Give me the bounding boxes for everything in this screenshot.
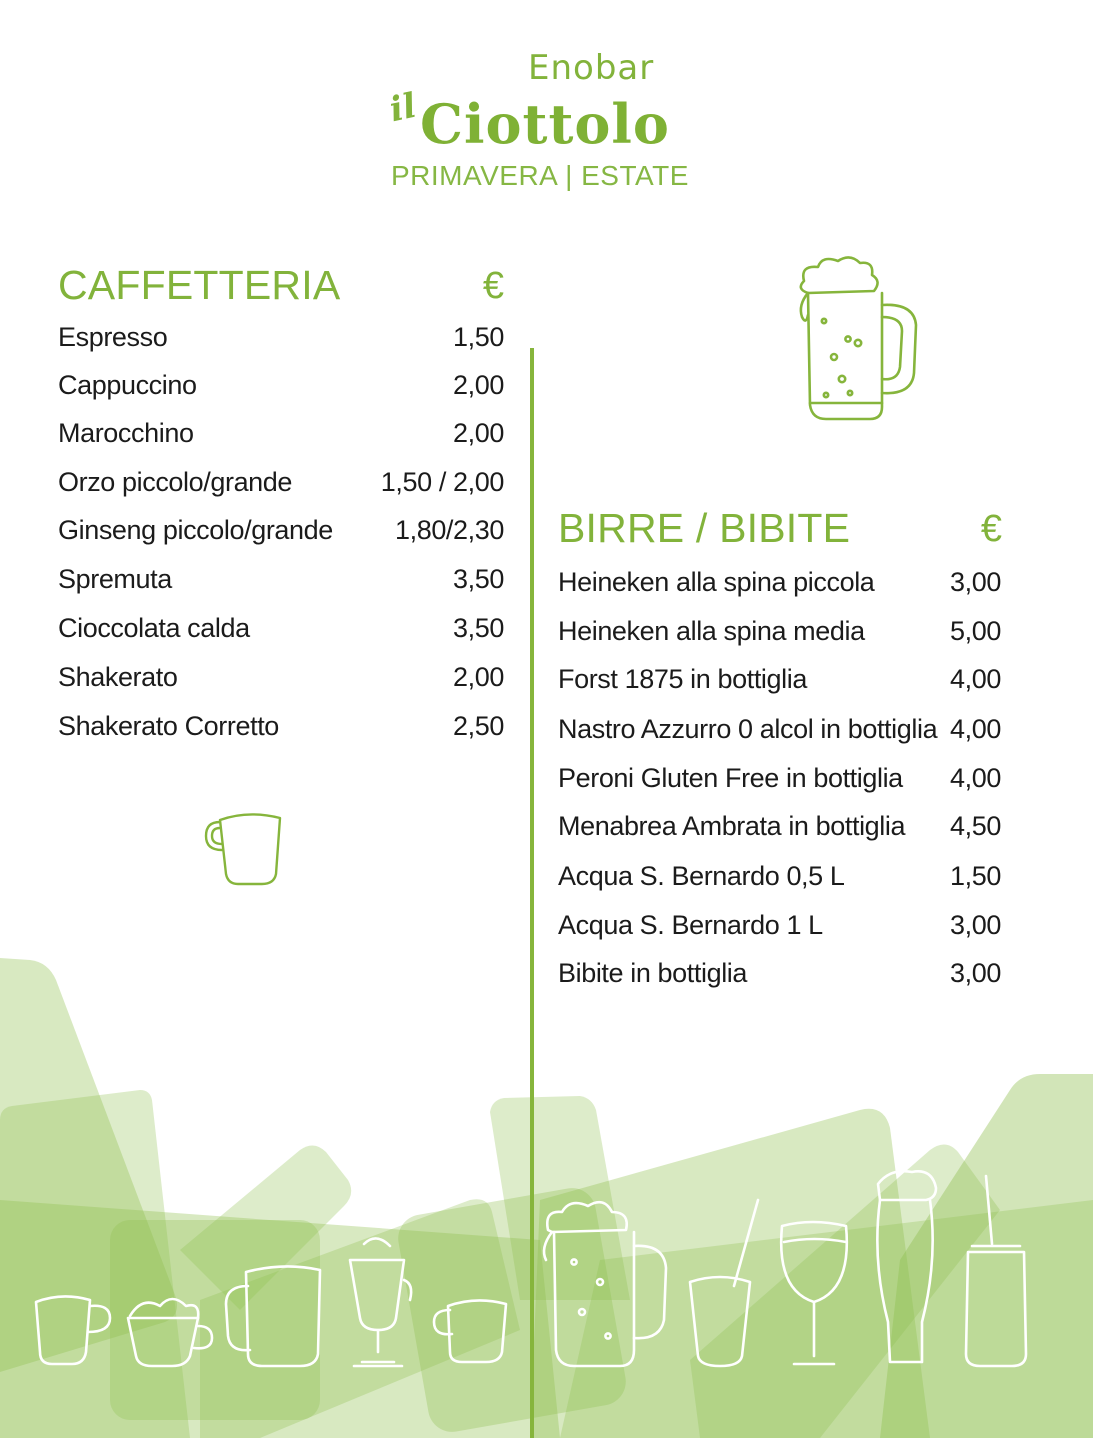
tumbler-straw-icon [690,1200,758,1366]
item-name: Shakerato [58,662,178,692]
item-price: 4,00 [950,714,1001,744]
item-price: 2,00 [453,662,504,692]
beer-mug-icon [544,1202,666,1366]
item-price: 1,50 [950,861,1001,891]
beer-glass-icon [877,1171,936,1362]
menu-item [558,861,1001,901]
item-name: Nastro Azzurro 0 alcol in bottiglia [558,714,938,744]
menu-item [558,910,1001,950]
item-name: Acqua S. Bernardo 1 L [558,910,823,940]
item-price: 3,50 [453,564,504,594]
item-price: 1,50 / 2,00 [380,467,504,497]
menu-item [558,567,1001,607]
menu-item [58,564,504,604]
menu-item [558,811,1001,851]
item-name: Ginseng piccolo/grande [58,515,333,545]
menu-item [558,664,1001,704]
item-name: Menabrea Ambrata in bottiglia [558,811,906,841]
item-name: Shakerato Corretto [58,711,279,741]
item-name: Heineken alla spina media [558,616,865,646]
menu-item [558,763,1001,803]
item-name: Cioccolata calda [58,613,250,643]
item-price: 1,50 [453,322,504,352]
espresso-cup-icon [434,1300,506,1362]
item-price: 3,00 [950,567,1001,597]
menu-item [58,322,504,362]
menu-item [58,662,504,702]
menu-item [58,613,504,653]
item-name: Heineken alla spina piccola [558,567,875,597]
item-name: Forst 1875 in bottiglia [558,664,807,694]
item-price: 4,00 [950,763,1001,793]
soda-can-icon [966,1176,1026,1366]
logo [380,40,710,210]
item-name: Spremuta [58,564,172,594]
beer-mug-icon [790,255,920,427]
item-price: 2,00 [453,370,504,400]
logo-name: Ciottolo [420,92,670,156]
logo-enobar: Enobar [528,48,655,88]
item-price: 4,50 [950,811,1001,841]
item-name: Bibite in bottiglia [558,958,748,988]
item-price: 2,00 [453,418,504,448]
birre-currency: € [980,508,1002,550]
wine-glass-icon [781,1222,847,1364]
birre-title: BIRRE / BIBITE [558,505,851,551]
menu-item [58,515,504,555]
item-price: 1,80/2,30 [394,515,504,545]
menu-item [558,616,1001,656]
menu-item [58,711,504,751]
menu-item [558,714,1001,754]
item-price: 2,50 [453,711,504,741]
menu-item [58,370,504,410]
season-label: PRIMAVERA | ESTATE [391,160,689,191]
menu-item [558,958,1001,998]
item-name: Peroni Gluten Free in bottiglia [558,763,903,793]
item-name: Cappuccino [58,370,197,400]
logo-prefix: il [386,85,420,131]
item-name: Orzo piccolo/grande [58,467,293,497]
latte-glass-icon [350,1238,411,1366]
item-name: Espresso [58,322,168,352]
item-price: 4,00 [950,664,1001,694]
item-price: 3,00 [950,958,1001,988]
caffetteria-title: CAFFETTERIA [58,262,341,308]
item-name: Marocchino [58,418,194,448]
menu-item [58,418,504,458]
item-name: Acqua S. Bernardo 0,5 L [558,861,845,891]
item-price: 3,00 [950,910,1001,940]
coffee-cup-icon [198,808,288,890]
espresso-cup-icon [36,1296,110,1364]
caffetteria-currency: € [482,265,504,307]
item-price: 5,00 [950,616,1001,646]
mug-icon [226,1266,320,1366]
menu-item [58,467,504,507]
cappuccino-cup-icon [128,1299,212,1366]
item-price: 3,50 [453,613,504,643]
footer-drinks-illustration [0,1160,1093,1438]
